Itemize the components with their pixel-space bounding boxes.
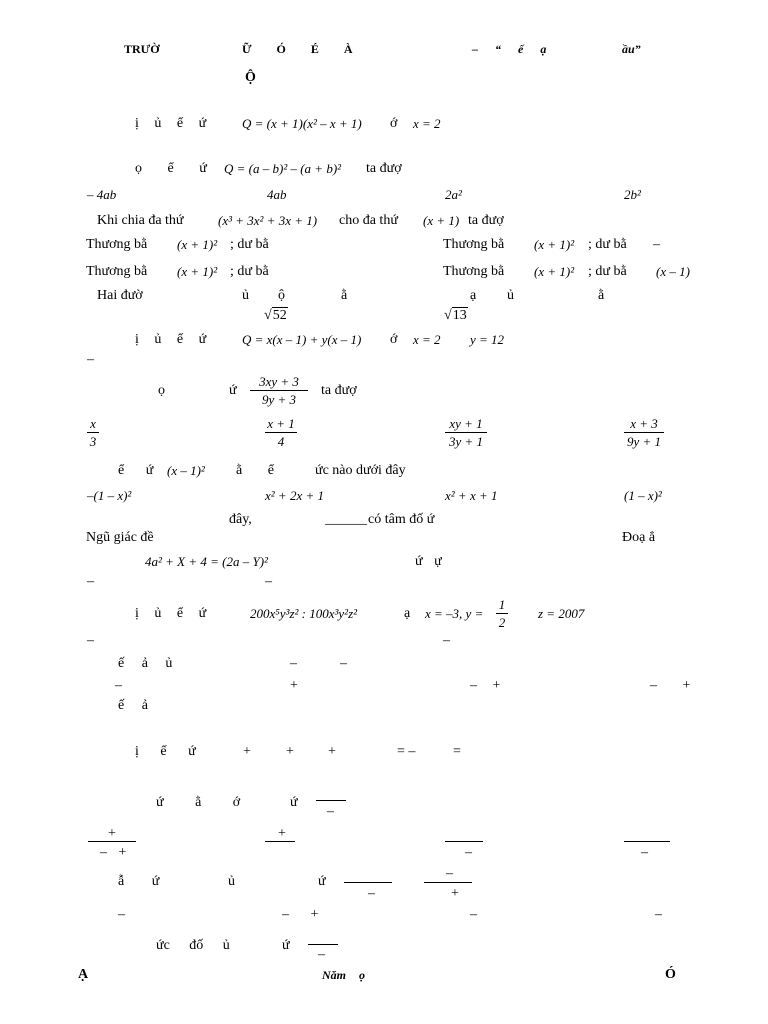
q13-fraction-bar (316, 800, 346, 801)
q3-optD-expr: (x + 1)² (534, 264, 575, 279)
q3-optB-tail: ; dư bằ (588, 237, 627, 252)
q7-expression: (x – 1)² (167, 463, 205, 478)
footer-year: Năm ọ (322, 968, 365, 982)
q12-equals-1: = – (397, 744, 416, 759)
q3-optD-label: Thương bằ (443, 264, 505, 279)
q8-option-a: Ngũ giác đề (86, 530, 154, 545)
q7-option-a: –(1 – x)² (87, 488, 132, 503)
q13-option-d-den: – (641, 845, 648, 860)
q6-fraction: 3xy + 3 9y + 3 (250, 374, 308, 407)
q12-text: ị ể ứ (135, 744, 196, 759)
q13-mid: ứ (290, 795, 298, 810)
q14-option-c: – (470, 907, 477, 922)
q3-optD-tail: ; dư bằ (588, 264, 627, 279)
q9-option-a: – (87, 574, 94, 589)
q12-equals-2: = (453, 744, 461, 759)
q13-text: ứ ằ ớ (156, 795, 241, 810)
q7-option-b: x² + 2x + 1 (265, 488, 324, 503)
q9-option-b: – (265, 574, 272, 589)
q3-text: Khi chia đa thứ (97, 213, 184, 228)
q4-part-f: ằ (598, 288, 605, 303)
q3-optA-expr: (x + 1)² (177, 237, 218, 252)
q10-text: ị ủ ể ứ (135, 606, 207, 621)
q5-text: ị ủ ể ứ (135, 332, 207, 347)
q6-tail: ta đượ (321, 383, 357, 398)
q13-option-a-bar (88, 841, 136, 842)
q4-part-b: ộ (278, 288, 285, 303)
q15-fraction-den: – (318, 947, 325, 962)
q3-optC-expr: (x + 1)² (177, 264, 218, 279)
q3-optB-expr: (x + 1)² (534, 237, 575, 252)
q5-option-mark: – (87, 352, 94, 367)
q12-plus-2: + (286, 744, 294, 759)
q2-option-d: 2b² (624, 187, 641, 202)
q14-fraction-1-den: – (368, 886, 375, 901)
q13-option-c-bar (445, 841, 483, 842)
q3-tail: ta đượ (468, 213, 504, 228)
q11-text: ế ả ủ (118, 656, 173, 671)
q11-option-b: + (290, 678, 298, 693)
q5-expression: Q = x(x – 1) + y(x – 1) (242, 332, 362, 347)
q3-dividend: (x³ + 3x² + 3x + 1) (218, 213, 318, 228)
q3-optB-label: Thương bằ (443, 237, 505, 252)
q11-sign-2: – (340, 656, 347, 671)
q2-expression: Q = (a – b)² – (a + b)² (224, 161, 342, 176)
q3-optD-end: (x – 1) (656, 264, 690, 279)
section-heading: Ộ (245, 70, 256, 85)
q2-tail: ta đượ (366, 161, 402, 176)
q6-mid: ứ (229, 383, 237, 398)
q10-at: ạ (404, 606, 411, 621)
school-name: TRƯỜ (124, 42, 160, 56)
q10-cond-xy: x = –3, y = (425, 606, 484, 621)
q3-divisor: (x + 1) (423, 213, 460, 228)
q15-text: ức đố ủ (156, 938, 230, 953)
q6-option-d: x + 3 9y + 1 (624, 416, 664, 449)
q10-expression: 200x⁵y³z² : 100x³y²z² (250, 606, 358, 621)
q7-option-d: (1 – x)² (624, 488, 662, 503)
q3-optC-tail: ; dư bằ (230, 264, 269, 279)
q3-optA-label: Thương bằ (86, 237, 148, 252)
q14-option-a: – (118, 907, 125, 922)
q10-option-c: – (443, 633, 450, 648)
q7-text: ể ứ (118, 463, 154, 478)
q6-option-b: x + 1 4 (265, 416, 297, 449)
q11-text-2: ế ả (118, 698, 148, 713)
q5-where: ớ (390, 332, 398, 347)
q11-sign-1: – (290, 656, 297, 671)
q11-option-c: – + (470, 678, 501, 693)
q9-expression: 4a² + X + 4 = (2a – Y)² (145, 554, 268, 569)
exam-title: Ữ Ó É À (242, 42, 353, 56)
q14-option-d: – (655, 907, 662, 922)
motto-part-b: ầu” (622, 42, 641, 56)
q13-fraction-den: – (327, 804, 334, 819)
q15-mid: ứ (282, 938, 290, 953)
q3-optA-tail: ; dư bằ (230, 237, 269, 252)
q14-fraction-2-bar (424, 882, 472, 883)
q8-text-a: đây, (229, 512, 252, 527)
q10-cond-z: z = 2007 (538, 606, 585, 621)
q4-part-a: ủ (242, 288, 249, 303)
q9-tail: ứ ự (415, 554, 442, 569)
q8-option-d: Đoạ ẳ (622, 530, 656, 545)
q5-cond-y: y = 12 (470, 332, 505, 347)
q10-fraction-half: 1 2 (496, 597, 508, 630)
motto-part-a: – “ ế ạ (472, 42, 547, 56)
footer-right: Ó (665, 967, 676, 982)
q6-option-c: xy + 1 3y + 1 (445, 416, 487, 449)
q4-text: Hai đườ (97, 288, 143, 303)
q1-where: ớ (390, 116, 398, 131)
q12-plus-3: + (328, 744, 336, 759)
q13-option-b-bar (265, 841, 295, 842)
q2-option-b: 4ab (267, 187, 287, 202)
q4-root-13: √13 (444, 308, 467, 323)
q1-text: ị ủ ể ứ (135, 116, 207, 131)
q4-part-d: ạ (470, 288, 477, 303)
q8-text-b: có tâm đố ứ (368, 512, 435, 527)
q14-mid-2: ứ (318, 874, 326, 889)
q14-option-b: – + (282, 907, 319, 922)
q13-option-b-num: + (278, 826, 286, 841)
q2-option-c: 2a² (445, 187, 462, 202)
q14-fraction-1-bar (344, 882, 392, 883)
q6-text: ọ (158, 383, 165, 398)
q6-option-a: x 3 (87, 416, 99, 449)
q12-plus-1: + (243, 744, 251, 759)
q14-fraction-2-den: + (451, 886, 459, 901)
q7-mid: ằ ể (236, 463, 274, 478)
q4-part-e: ủ (507, 288, 514, 303)
q7-tail: ức nào dưới đây (315, 463, 406, 478)
q11-option-d: – + (650, 678, 691, 693)
q10-option-a: – (87, 633, 94, 648)
q4-part-c: ằ (341, 288, 348, 303)
q2-option-a: – 4ab (87, 187, 117, 202)
q1-expression: Q = (x + 1)(x² – x + 1) (242, 116, 362, 131)
q8-blank: ______ (325, 512, 367, 527)
q13-option-a-num: + (108, 826, 116, 841)
q13-option-c-den: – (465, 845, 472, 860)
q14-fraction-2-num: – (446, 866, 453, 881)
q14-text: ẫ ứ (118, 874, 160, 889)
q5-cond-x: x = 2 (413, 332, 441, 347)
q7-option-c: x² + x + 1 (445, 488, 498, 503)
q13-option-d-bar (624, 841, 670, 842)
q3-optB-end: – (653, 237, 660, 252)
q3-optC-label: Thương bằ (86, 264, 148, 279)
q3-mid: cho đa thứ (339, 213, 398, 228)
q13-option-a-den: – + (100, 845, 127, 860)
q1-condition: x = 2 (413, 116, 441, 131)
q2-text: ọ ể ứ (135, 161, 207, 176)
q15-fraction-bar (308, 944, 338, 945)
q11-option-a: – (115, 678, 122, 693)
q4-root-52: √52 (264, 308, 287, 323)
footer-left: Ạ (78, 967, 89, 982)
q14-mid: ủ (228, 874, 235, 889)
